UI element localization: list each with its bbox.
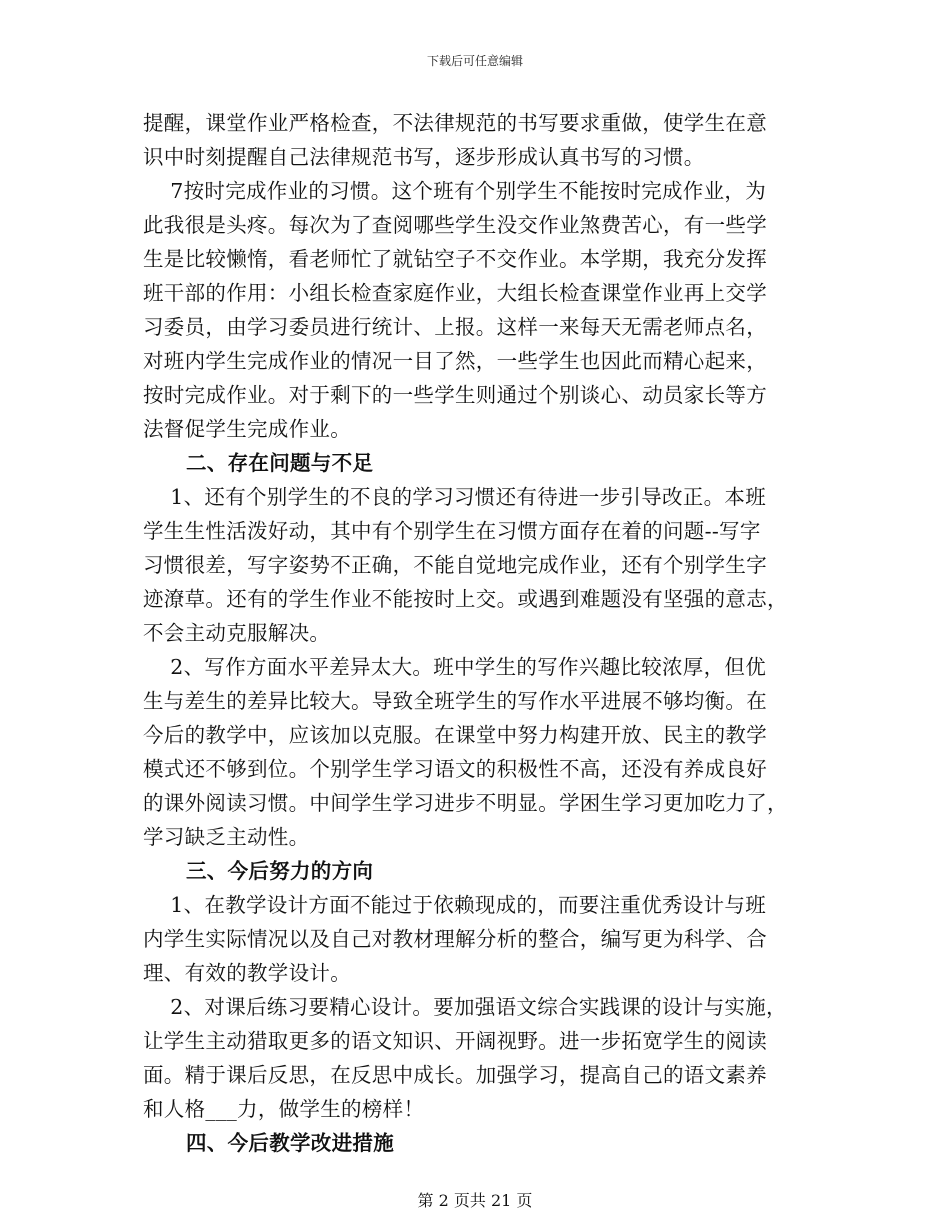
- page-header: 下载后可任意编辑: [426, 54, 523, 68]
- paragraph-line: 习委员，由学习委员进行统计、上报。这样一来每天无需老师点名，: [143, 315, 767, 339]
- paragraph-line: 1、还有个别学生的不良的学习习惯还有待进一步引导改正。本班: [143, 485, 767, 509]
- paragraph-line: 理、有效的教学设计。: [143, 961, 351, 985]
- paragraph-line: 学生生性活泼好动，其中有个别学生在习惯方面存在着的问题--写字: [143, 519, 761, 543]
- paragraph-line: 面。精于课后反思，在反思中成长。加强学习，提高自己的语文素养: [143, 1063, 767, 1087]
- paragraph-line: 的课外阅读习惯。中间学生学习进步不明显。学困生学习更加吃力了，: [143, 791, 788, 815]
- paragraph-line: 此我很是头疼。每次为了查阅哪些学生没交作业煞费苦心，有一些学: [143, 213, 767, 237]
- paragraph-line: 内学生实际情况以及自己对教材理解分析的整合，编写更为科学、合: [143, 927, 767, 951]
- paragraph-line: 班干部的作用：小组长检查家庭作业，大组长检查课堂作业再上交学: [143, 281, 767, 305]
- paragraph-line: 今后的教学中，应该加以克服。在课堂中努力构建开放、民主的教学: [143, 723, 767, 747]
- paragraph-line: 1、在教学设计方面不能过于依赖现成的，而要注重优秀设计与班: [143, 893, 767, 917]
- section-heading-4: 四、今后教学改进措施: [186, 1131, 394, 1155]
- paragraph-line: 不会主动克服解决。: [143, 621, 331, 645]
- paragraph-line: 生是比较懒惰，看老师忙了就钻空子不交作业。本学期，我充分发挥: [143, 247, 767, 271]
- paragraph-line: 7按时完成作业的习惯。这个班有个别学生不能按时完成作业，为: [143, 179, 767, 203]
- paragraph-line: 学习缺乏主动性。: [143, 825, 310, 849]
- paragraph-line: 2、对课后练习要精心设计。要加强语文综合实践课的设计与实施，: [143, 995, 787, 1019]
- paragraph-line: 迹潦草。还有的学生作业不能按时上交。或遇到难题没有坚强的意志，: [143, 587, 788, 611]
- paragraph-line: 对班内学生完成作业的情况一目了然，一些学生也因此而精心起来，: [143, 349, 767, 373]
- paragraph-line: 按时完成作业。对于剩下的一些学生则通过个别谈心、动员家长等方: [143, 383, 767, 407]
- paragraph-line: 模式还不够到位。个别学生学习语文的积极性不高，还没有养成良好: [143, 757, 767, 781]
- paragraph-line: 和人格___力，做学生的榜样！: [143, 1097, 425, 1121]
- paragraph-line: 2、写作方面水平差异太大。班中学生的写作兴趣比较浓厚，但优: [143, 655, 767, 679]
- paragraph-line: 习惯很差，写字姿势不正确，不能自觉地完成作业，还有个别学生字: [143, 553, 767, 577]
- paragraph-line: 提醒，课堂作业严格检查，不法律规范的书写要求重做，使学生在意: [143, 111, 767, 135]
- paragraph-line: 让学生主动猎取更多的语文知识、开阔视野。进一步拓宽学生的阅读: [143, 1029, 767, 1053]
- section-heading-3: 三、今后努力的方向: [186, 859, 374, 883]
- section-heading-2: 二、存在问题与不足: [186, 451, 374, 475]
- paragraph-line: 生与差生的差异比较大。导致全班学生的写作水平进展不够均衡。在: [143, 689, 767, 713]
- page-footer: 第 2 页共 21 页: [417, 1191, 533, 1210]
- paragraph-line: 识中时刻提醒自己法律规范书写，逐步形成认真书写的习惯。: [143, 145, 705, 169]
- paragraph-line: 法督促学生完成作业。: [143, 417, 351, 441]
